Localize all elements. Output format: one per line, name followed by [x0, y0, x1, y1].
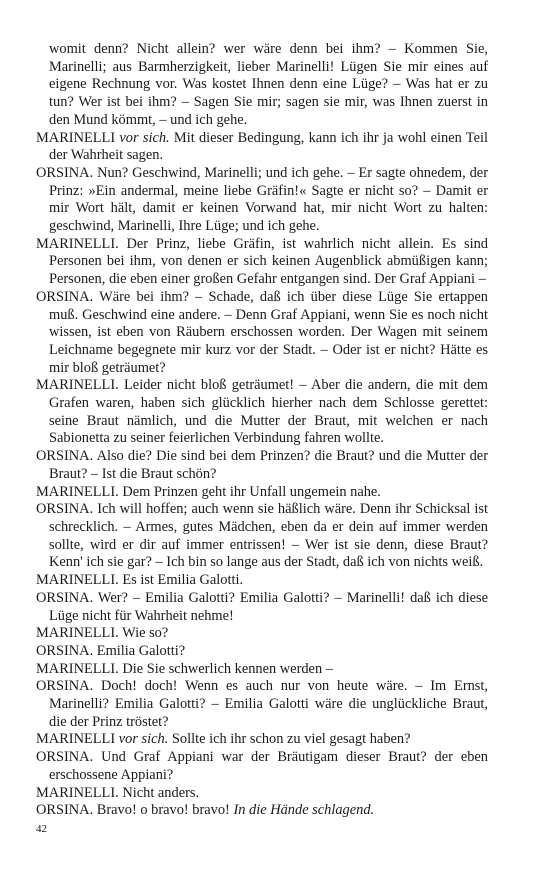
- speaker-name: ORSINA: [36, 589, 90, 606]
- speaker-separator: .: [89, 642, 97, 659]
- speaker-separator: .: [89, 501, 98, 518]
- speaker-name: MARINELLI: [36, 784, 116, 801]
- dialogue-line: [36, 785, 488, 803]
- speaker-name: MARINELLI: [36, 235, 116, 252]
- dialogue-line: [36, 678, 488, 731]
- dialogue-line: [36, 802, 488, 820]
- dialogue-text: Emilia Galotti?: [96, 642, 186, 659]
- speaker-name: ORSINA: [36, 288, 90, 305]
- speaker-name: MARINELLI: [36, 483, 116, 500]
- speaker-separator: .: [89, 678, 101, 695]
- dialogue-line: [36, 377, 488, 448]
- dialogue-line: [36, 625, 488, 643]
- dialogue-text: Ich will hoffen; auch wenn sie häßlich wäre. Denn ihr Schicksal ist schrecklich. – Armes, gutes Mädchen, eben da er dein auf immer werden sollte, wird er dir auf immer entrissen! – Wer ist sie denn, diese Braut? Kenn' ich sie gar? – Ich bin so lange aus der Stadt, daß ich von nichts weiß.: [49, 501, 488, 571]
- dialogue-text: Es ist Emilia Galotti.: [122, 572, 244, 589]
- speaker-name: MARINELLI: [36, 625, 116, 642]
- dialogue-line: [36, 661, 488, 679]
- speaker-separator: .: [89, 288, 100, 305]
- dialogue-line: [36, 165, 488, 236]
- speaker-separator: .: [115, 235, 127, 252]
- speaker-name: ORSINA: [36, 448, 90, 465]
- dialogue-line: [36, 448, 488, 483]
- dialogue-text: Doch! doch! Wenn es auch nur von heute wäre. – Im Ernst, Marinelli? Emilia Galotti? – Emilia Galotti wäre die unglückliche Braut, die der Prinz tröstet?: [49, 678, 489, 730]
- speaker-separator: .: [89, 448, 97, 465]
- dialogue-text: Nicht anders.: [122, 784, 200, 801]
- dialogue-line: [36, 501, 488, 572]
- speaker-name: ORSINA: [36, 164, 90, 181]
- dialogue-line: [36, 590, 488, 625]
- text-block: [36, 41, 488, 820]
- dialogue-line: [36, 484, 488, 502]
- dialogue-text: Wer? – Emilia Galotti? Emilia Galotti? – Marinelli! daß ich diese Lüge nicht für Wahrheit nehme!: [49, 589, 489, 624]
- dialogue-line: [36, 643, 488, 661]
- dialogue-line: [36, 731, 488, 749]
- speaker-separator: .: [115, 625, 123, 642]
- dialogue-line: [36, 236, 488, 289]
- dialogue-line: [36, 41, 488, 130]
- dialogue-line: [36, 749, 488, 784]
- dialogue-text: Dem Prinzen geht ihr Unfall ungemein nahe.: [122, 483, 381, 500]
- dialogue-text: Der Prinz, liebe Gräfin, ist wahrlich nicht allein. Es sind Personen bei ihm, von denen er sich keinen Augenblick abmüßigen kann; Personen, die eben einer großen Gefahr entgangen sind. Der Graf Appiani –: [49, 235, 488, 288]
- stage-direction: vor sich.: [118, 731, 169, 748]
- dialogue-text: Sollte ich ihr schon zu viel gesagt haben?: [168, 731, 411, 748]
- dialogue-line: [36, 130, 488, 165]
- speaker-separator: .: [115, 660, 123, 677]
- speaker-separator: .: [115, 377, 125, 394]
- dialogue-text: womit denn? Nicht allein? wer wäre denn bei ihm? – Kommen Sie, Marinelli; aus Barmherzigkeit, lieber Marinelli! Lügen Sie mir eines auf eigene Rechnung vor. Was kostet Ihnen denn eine Lüge? – Was hat er zu tun? Wer ist bei ihm? – Sagen Sie mir; sagen sie mir, was Ihnen zuerst in den Mund kömmt, – und ich gehe.: [49, 41, 488, 128]
- speaker-separator: .: [89, 802, 97, 819]
- dialogue-text: Wäre bei ihm? – Schade, daß ich über diese Lüge Sie ertappen muß. Geschwind eine andere. – Denn Graf Appiani, wenn Sie es noch nicht wissen, ist eben von Räubern erschossen worden. Der Wagen mit seinem Leichname begegnete mir kurz vor der Stadt. – Oder ist er nicht? Hätte es mir bloß geträumet?: [49, 288, 489, 376]
- speaker-name: MARINELLI: [36, 129, 116, 146]
- dialogue-line: [36, 289, 488, 378]
- speaker-name: MARINELLI: [36, 660, 116, 677]
- speaker-separator: .: [89, 749, 102, 766]
- stage-direction: In die Hände schlagend.: [233, 802, 375, 819]
- speaker-name: MARINELLI: [36, 731, 116, 748]
- speaker-separator: .: [89, 589, 98, 606]
- dialogue-text: Die Sie schwerlich kennen werden –: [122, 660, 333, 677]
- dialogue-text: Leider nicht bloß geträumet! – Aber die andern, die mit dem Grafen waren, haben sich glücklich hierher nach dem Schlosse gerettet: seine Braut nämlich, und die Mutter der Braut, mit welchen er nach Sabionetta zu seiner feierlichen Verbindung fahren wollte.: [49, 377, 488, 447]
- speaker-name: ORSINA: [36, 501, 90, 518]
- speaker-separator: .: [115, 572, 123, 589]
- speaker-separator: .: [115, 483, 123, 500]
- speaker-separator: .: [115, 784, 123, 801]
- page-number: 42: [36, 823, 47, 835]
- dialogue-text: Mit dieser Bedingung, kann ich ihr ja wohl einen Teil der Wahrheit sagen.: [49, 129, 488, 164]
- speaker-name: MARINELLI: [36, 377, 116, 394]
- speaker-name: ORSINA: [36, 749, 90, 766]
- dialogue-text: Bravo! o bravo! bravo!: [96, 802, 234, 819]
- speaker-separator: .: [89, 164, 98, 181]
- speaker-name: ORSINA: [36, 802, 90, 819]
- dialogue-text: Wie so?: [122, 625, 169, 642]
- speaker-name: ORSINA: [36, 678, 90, 695]
- stage-direction: vor sich.: [119, 129, 170, 146]
- speaker-name: MARINELLI: [36, 572, 116, 589]
- dialogue-text: Und Graf Appiani war der Bräutigam dieser Braut? der eben erschossene Appiani?: [49, 749, 488, 783]
- speaker-name: ORSINA: [36, 642, 90, 659]
- dialogue-text: Also die? Die sind bei dem Prinzen? die Braut? und die Mutter der Braut? – Ist die Braut schön?: [49, 448, 488, 482]
- dialogue-line: [36, 572, 488, 590]
- dialogue-text: Nun? Geschwind, Marinelli; und ich gehe. – Er sagte ohnedem, der Prinz: »Ein andermal, meine liebe Gräfin!« Sagte er nicht so? – Damit er mir Wort hält, damit er keinen Vorwand hat, mir nicht Wort zu halten: geschwind, Marinelli, Ihre Lüge; und ich gehe.: [49, 164, 488, 235]
